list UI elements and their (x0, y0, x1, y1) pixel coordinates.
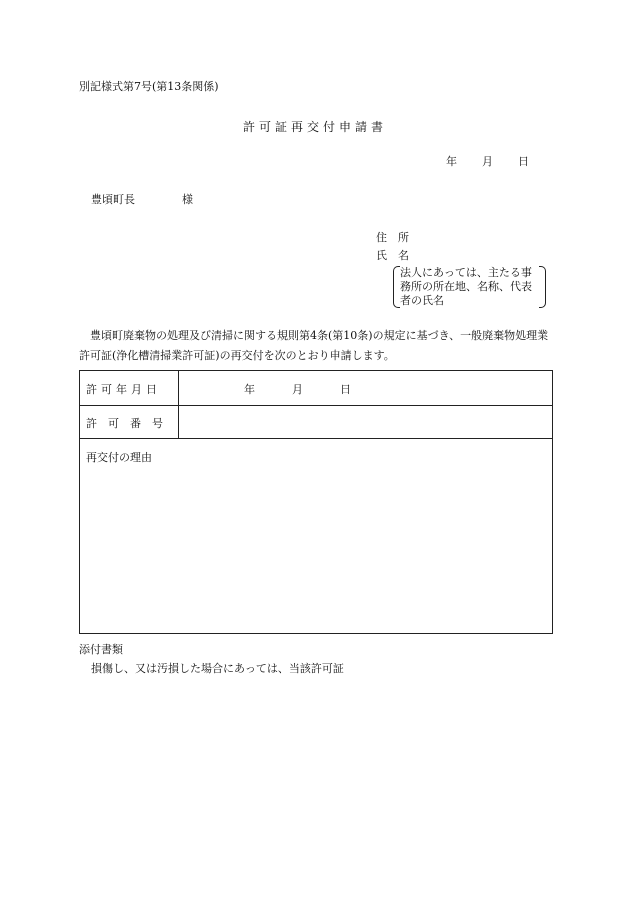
applicant-address-label: 住 所 (376, 231, 409, 244)
permit-date-label-cell (80, 371, 179, 405)
permit-number-label: 許可番号 (86, 417, 174, 430)
permit-date-label: 許可年月日 (86, 383, 161, 396)
permit-date-row (80, 371, 552, 406)
date-day-label: 日 (518, 155, 529, 168)
corporate-note-text: 法人にあっては、主たる事務所の所在地、名称、代表者の氏名 (400, 266, 532, 307)
permit-date-field[interactable] (244, 381, 351, 397)
right-bracket (539, 266, 546, 308)
permit-number-label-cell (80, 405, 179, 438)
addressee-honorific: 様 (182, 193, 193, 206)
left-bracket (393, 266, 400, 308)
corporate-note (393, 266, 546, 308)
permit-number-row (80, 405, 552, 439)
form-reference: 別記様式第7号(第13条関係) (79, 80, 219, 93)
attachments-title: 添付書類 (79, 643, 123, 656)
application-table (79, 370, 553, 634)
date-year-label: 年 (446, 155, 457, 168)
applicant-name-label: 氏 名 (376, 249, 409, 262)
addressee-name: 豊頃町長 (91, 193, 135, 206)
application-date (446, 155, 529, 169)
permit-day-label: 日 (340, 383, 351, 396)
attachments-item: 損傷し、又は汚損した場合にあっては、当該許可証 (91, 662, 344, 675)
permit-year-label: 年 (244, 383, 255, 396)
date-month-label: 月 (482, 155, 493, 168)
addressee (91, 193, 193, 207)
reissue-reason-label: 再交付の理由 (86, 451, 152, 464)
document-title: 許可証再交付申請書 (242, 120, 387, 134)
application-statement: 豊頃町廃棄物の処理及び清掃に関する規則第4条(第10条)の規定に基づき、一般廃棄物処理業許可証(浄化槽清掃業許可証)の再交付を次のとおり申請します。 (79, 329, 549, 362)
permit-month-label: 月 (292, 383, 303, 396)
